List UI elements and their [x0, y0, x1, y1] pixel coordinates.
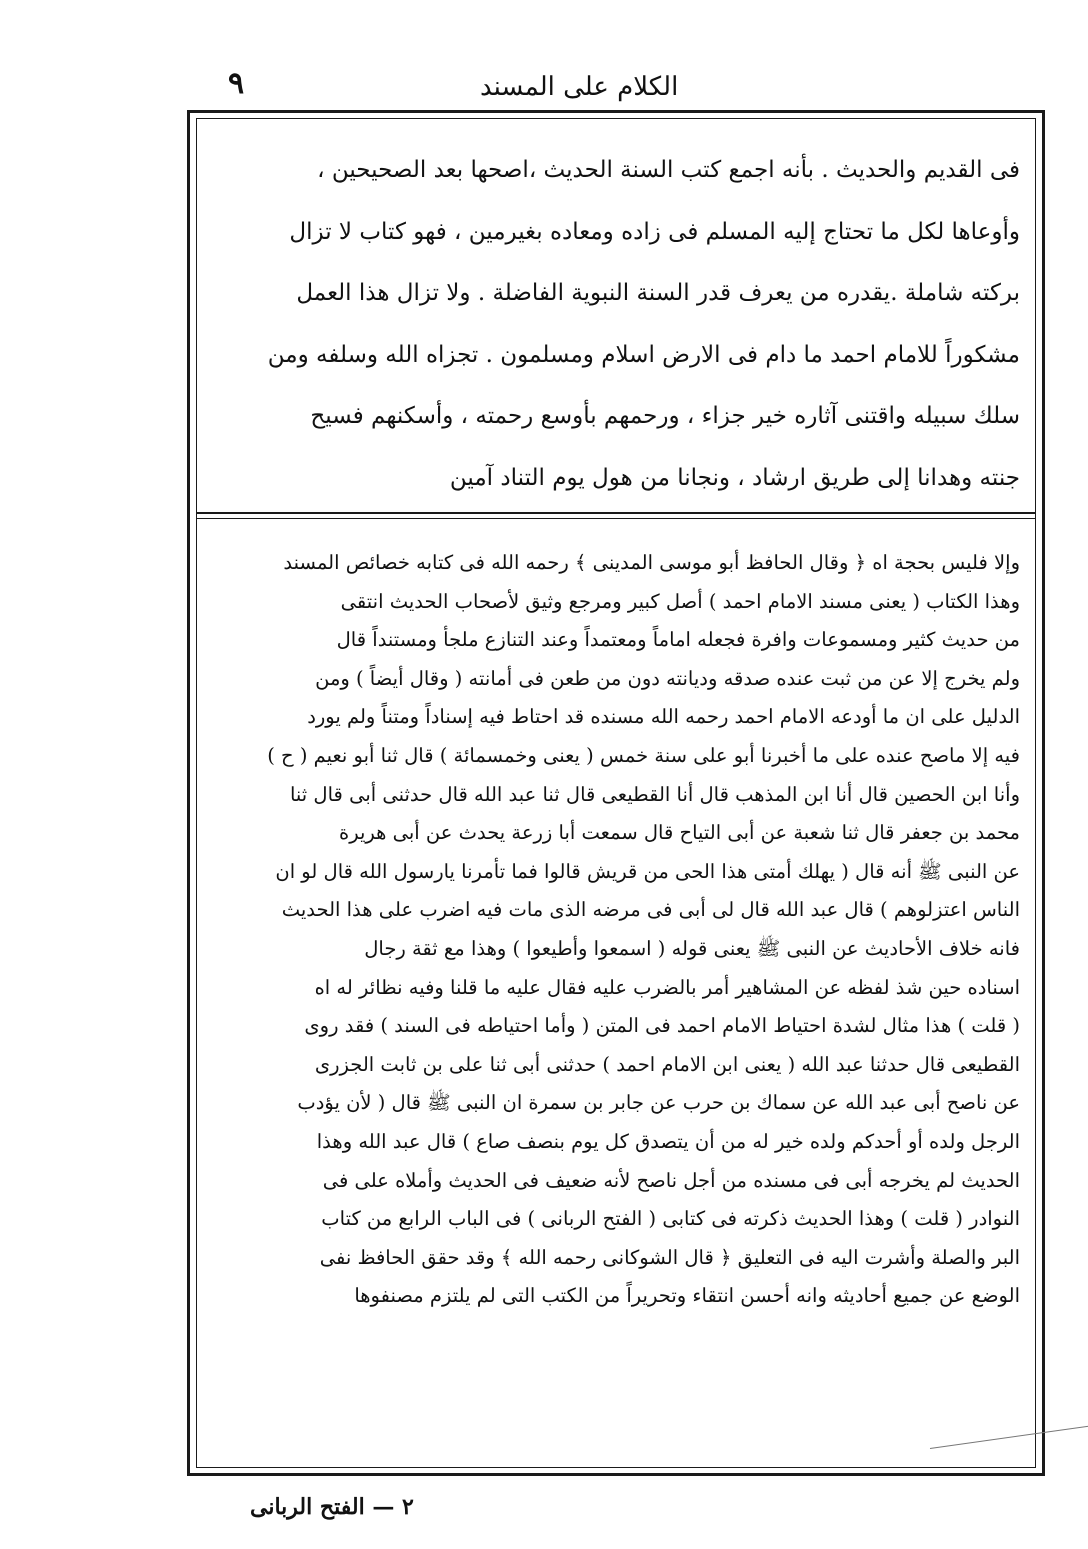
main-text [214, 140, 1020, 509]
footnote-line: وإلا فليس بحجة اه ﴿ وقال الحافظ أبو موسى المدينى ﴾ رحمه الله فى كتابه خصائص المسند [283, 551, 1020, 574]
text-line: مشكوراً للامام احمد ما دام فى الارض اسلام ومسلمون . تجزاه الله وسلفه ومن [267, 341, 1020, 368]
footnote-line: الناس اعتزلوهم ) قال عبد الله قال لى أبى فى مرضه الذى مات فيه اضرب على هذا الحديث [281, 898, 1020, 922]
footnote-line: الحديث لم يخرجه أبى فى مسنده من أجل ناصح لأنه ضعيف فى الحديث وأملاه على فى [322, 1168, 1020, 1192]
footnote-text [214, 544, 1020, 1316]
text-line: سلك سبيله واقتنى آثاره خير جزاء ، ورحمهم بأوسع رحمته ، وأسكنهم فسيح [310, 403, 1020, 429]
footnote-line: وأنا ابن الحصين قال أنا ابن المذهب قال أنا القطيعى قال ثنا عبد الله قال حدثنى أبى قال ثنا [289, 782, 1020, 806]
footer-signature: ٢ — الفتح الربانى [250, 1494, 414, 1520]
footnote-line: البر والصلة وأشرت اليه فى التعليق ﴿ قال الشوكانى رحمه الله ﴾ وقد حقق الحافظ نفى [319, 1245, 1020, 1269]
footnote-line: محمد بن جعفر قال ثنا شعبة عن أبى التياح قال سمعت أبا زرعة يحدث عن أبى هريرة [338, 821, 1020, 845]
footnote-line: من حديث كثير ومسموعات وافرة فجعله اماماً ومعتمداً وعند التنازع ملجأ ومستنداً قال [336, 628, 1020, 652]
running-title: الكلام على المسند [480, 72, 679, 102]
section-divider [196, 512, 1036, 514]
text-line: بركته شاملة .يقدره من يعرف قدر السنة النبوية الفاضلة . ولا تزال هذا العمل [296, 280, 1020, 306]
footnote-line: اسناده حين شذ لفظه عن المشاهير أمر بالضرب عليه فقال عليه ما قلنا وفيه نظائر له اه [314, 975, 1020, 999]
footnote-line: ( قلت ) هذا مثال لشدة احتياط الامام احمد فى المتن ( وأما احتياطه فى السند ) فقد روى [304, 1014, 1020, 1038]
text-line: وأوعاها لكل ما تحتاج إليه المسلم فى زاده ومعاده بغيرمين ، فهو كتاب لا تزال [289, 218, 1020, 245]
footnote-line: الرجل ولده أو أحدكم ولده خير له من أن يتصدق كل يوم بنصف صاع ) قال عبد الله وهذا [316, 1129, 1020, 1153]
footnote-line: فانه خلاف الأحاديث عن النبى ﷺ يعنى قوله ( اسمعوا وأطيعوا ) وهذا مع ثقة رجال [364, 936, 1020, 960]
page-number: ٩ [228, 66, 245, 101]
footnote-line: فيه إلا ماصح عنده على ما أخبرنا أبو على سنة خمس ( يعنى وخمسمائة ) قال ثنا أبو نعيم ( ح ) [267, 743, 1020, 767]
footnote-line: عن النبى ﷺ أنه قال ( يهلك أمتى هذا الحى من قريش قالوا فما تأمرنا يارسول الله قال لو ان [275, 859, 1020, 883]
text-line: فى القديم والحديث . بأنه اجمع كتب السنة الحديث ،اصحها بعد الصحيحين ، [317, 157, 1020, 183]
section-divider-thin [196, 518, 1036, 519]
footnote-line: الوضع عن جميع أحاديثه وانه أحسن انتقاء وتحريراً من الكتب التى لم يلتزم مصنفوها [354, 1284, 1020, 1308]
footnote-line: القطيعى قال حدثنا عبد الله ( يعنى ابن الامام احمد ) حدثنى أبى ثنا على بن ثابت الجزرى [314, 1052, 1020, 1076]
text-line: جنته وهدانا إلى طريق ارشاد ، ونجانا من هول يوم التناد آمين [449, 464, 1020, 491]
footnote-line: النوادر ( قلت ) وهذا الحديث ذكرته فى كتابى ( الفتح الربانى ) فى الباب الرابع من كتاب [321, 1207, 1020, 1231]
footnote-line: عن ناصح أبى عبد الله عن سماك بن حرب عن جابر بن سمرة ان النبى ﷺ قال ( لأن يؤدب [297, 1091, 1020, 1115]
footnote-line: ولم يخرج إلا عن من ثبت عنده صدقه وديانته دون من طعن فى أمانته ( وقال أيضاً ) ومن [315, 666, 1020, 690]
footnote-line: الدليل على ان ما أودعه الامام احمد رحمه الله مسنده قد احتاط فيه إسناداً ومتناً ولم يورد [307, 705, 1020, 729]
footnote-line: وهذا الكتاب ( يعنى مسند الامام احمد ) أصل كبير ومرجع وثيق لأصحاب الحديث انتقى [340, 589, 1020, 613]
